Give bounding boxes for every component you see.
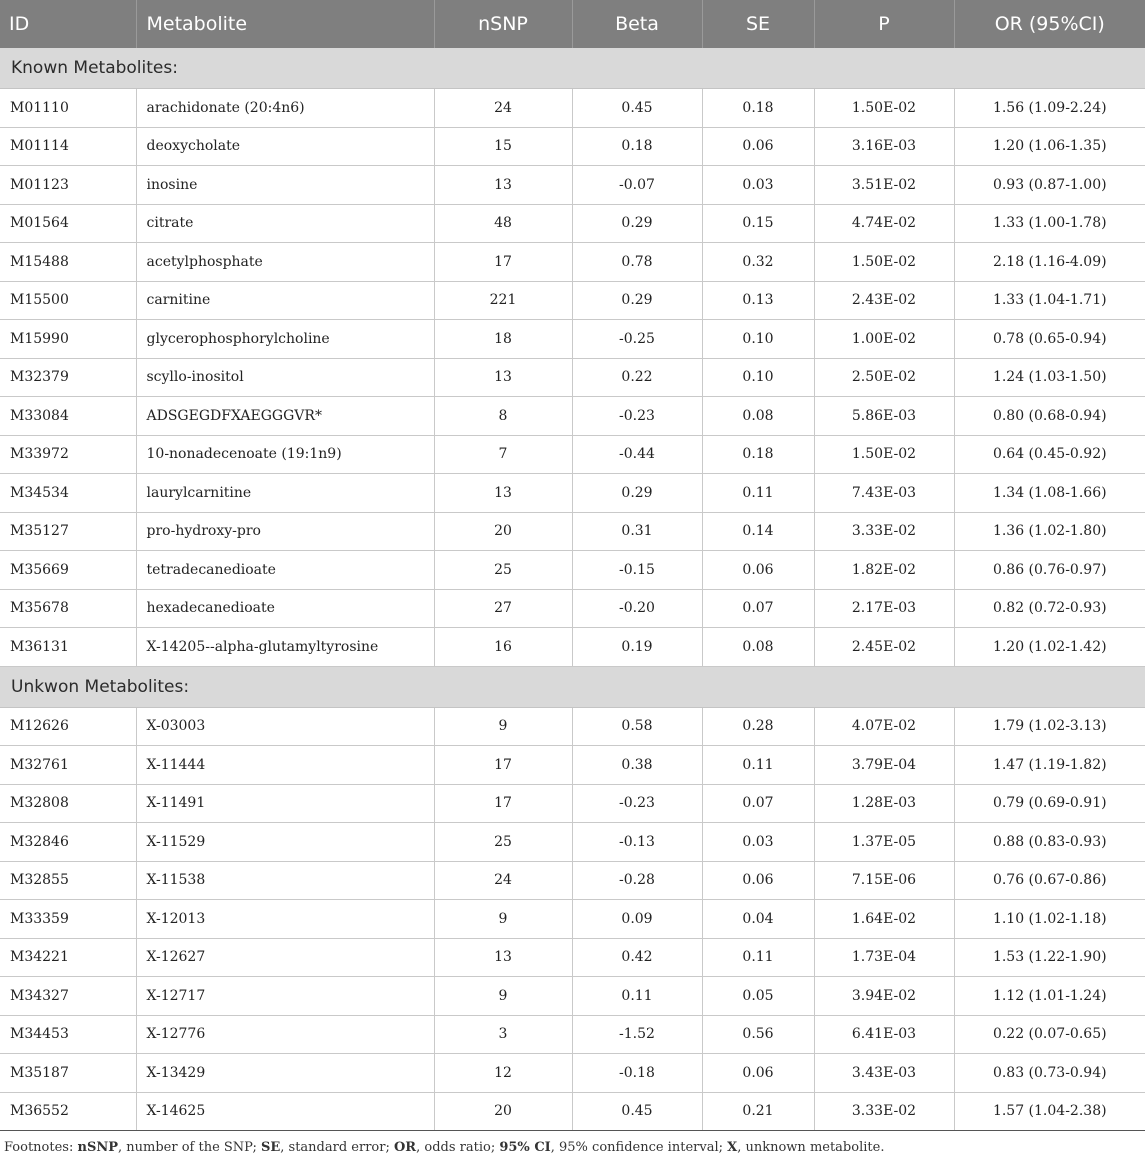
cell-beta: -0.23 (572, 784, 702, 823)
footnote-term: X (727, 1140, 738, 1155)
cell-beta: -0.23 (572, 397, 702, 436)
cell-nsnp: 24 (434, 861, 572, 900)
cell-metabolite: glycerophosphorylcholine (136, 320, 434, 359)
cell-or: 1.20 (1.02-1.42) (954, 628, 1145, 667)
cell-metabolite: carnitine (136, 281, 434, 320)
cell-p: 3.16E-03 (814, 127, 954, 166)
footnote-description: , standard error; (280, 1140, 394, 1155)
cell-p: 1.28E-03 (814, 784, 954, 823)
cell-id: M32808 (0, 784, 136, 823)
cell-metabolite: tetradecanedioate (136, 551, 434, 590)
cell-metabolite: deoxycholate (136, 127, 434, 166)
cell-nsnp: 13 (434, 938, 572, 977)
cell-nsnp: 20 (434, 1092, 572, 1131)
cell-metabolite: X-13429 (136, 1054, 434, 1093)
cell-or: 0.78 (0.65-0.94) (954, 320, 1145, 359)
cell-p: 3.33E-02 (814, 512, 954, 551)
cell-metabolite: laurylcarnitine (136, 474, 434, 513)
cell-or: 1.79 (1.02-3.13) (954, 707, 1145, 746)
column-header-p: P (814, 0, 954, 48)
cell-id: M35678 (0, 589, 136, 628)
cell-id: M36131 (0, 628, 136, 667)
cell-id: M34327 (0, 977, 136, 1016)
table-row (0, 1092, 1145, 1131)
table-row (0, 166, 1145, 205)
footnote-description: , 95% confidence interval; (550, 1140, 728, 1155)
cell-or: 1.34 (1.08-1.66) (954, 474, 1145, 513)
cell-se: 0.10 (702, 358, 814, 397)
table-body (0, 48, 1145, 1131)
cell-nsnp: 27 (434, 589, 572, 628)
cell-nsnp: 13 (434, 358, 572, 397)
cell-metabolite: citrate (136, 204, 434, 243)
cell-id: M15500 (0, 281, 136, 320)
table-row (0, 320, 1145, 359)
table-footnote (0, 1131, 1145, 1155)
cell-beta: 0.31 (572, 512, 702, 551)
cell-id: M33972 (0, 435, 136, 474)
cell-or: 0.64 (0.45-0.92) (954, 435, 1145, 474)
cell-p: 4.74E-02 (814, 204, 954, 243)
cell-nsnp: 7 (434, 435, 572, 474)
table-row (0, 127, 1145, 166)
cell-metabolite: ADSGEGDFXAEGGGVR* (136, 397, 434, 436)
table-row (0, 977, 1145, 1016)
cell-metabolite: acetylphosphate (136, 243, 434, 282)
table-row (0, 823, 1145, 862)
cell-se: 0.08 (702, 397, 814, 436)
cell-beta: 0.19 (572, 628, 702, 667)
cell-nsnp: 9 (434, 900, 572, 939)
footnote-prefix: Footnotes: (4, 1140, 78, 1155)
cell-metabolite: scyllo-inositol (136, 358, 434, 397)
cell-id: M35187 (0, 1054, 136, 1093)
footnote-description: , number of the SNP; (118, 1140, 261, 1155)
cell-p: 1.37E-05 (814, 823, 954, 862)
cell-nsnp: 13 (434, 166, 572, 205)
section-header-row (0, 666, 1145, 707)
table-row (0, 784, 1145, 823)
cell-se: 0.05 (702, 977, 814, 1016)
cell-se: 0.03 (702, 166, 814, 205)
cell-id: M34534 (0, 474, 136, 513)
cell-se: 0.04 (702, 900, 814, 939)
cell-se: 0.10 (702, 320, 814, 359)
cell-or: 1.20 (1.06-1.35) (954, 127, 1145, 166)
cell-metabolite: X-12627 (136, 938, 434, 977)
cell-p: 2.45E-02 (814, 628, 954, 667)
cell-or: 2.18 (1.16-4.09) (954, 243, 1145, 282)
cell-or: 0.93 (0.87-1.00) (954, 166, 1145, 205)
cell-beta: 0.45 (572, 89, 702, 128)
cell-se: 0.18 (702, 435, 814, 474)
cell-nsnp: 16 (434, 628, 572, 667)
cell-se: 0.18 (702, 89, 814, 128)
cell-se: 0.13 (702, 281, 814, 320)
cell-id: M15488 (0, 243, 136, 282)
cell-id: M32855 (0, 861, 136, 900)
cell-or: 0.76 (0.67-0.86) (954, 861, 1145, 900)
cell-beta: 0.22 (572, 358, 702, 397)
cell-or: 1.24 (1.03-1.50) (954, 358, 1145, 397)
cell-beta: -0.07 (572, 166, 702, 205)
cell-beta: -0.25 (572, 320, 702, 359)
section-header-row (0, 48, 1145, 89)
table-row (0, 746, 1145, 785)
cell-beta: 0.78 (572, 243, 702, 282)
cell-nsnp: 3 (434, 1015, 572, 1054)
cell-nsnp: 9 (434, 707, 572, 746)
cell-p: 3.94E-02 (814, 977, 954, 1016)
cell-p: 2.50E-02 (814, 358, 954, 397)
cell-se: 0.14 (702, 512, 814, 551)
cell-p: 1.50E-02 (814, 243, 954, 282)
table-row (0, 1054, 1145, 1093)
cell-id: M01123 (0, 166, 136, 205)
cell-metabolite: X-11538 (136, 861, 434, 900)
cell-se: 0.07 (702, 589, 814, 628)
cell-beta: 0.29 (572, 474, 702, 513)
table-row (0, 474, 1145, 513)
cell-se: 0.15 (702, 204, 814, 243)
cell-metabolite: inosine (136, 166, 434, 205)
cell-nsnp: 17 (434, 243, 572, 282)
cell-id: M34221 (0, 938, 136, 977)
cell-id: M35669 (0, 551, 136, 590)
cell-beta: -0.13 (572, 823, 702, 862)
table-row (0, 861, 1145, 900)
cell-metabolite: X-14205--alpha-glutamyltyrosine (136, 628, 434, 667)
cell-beta: -1.52 (572, 1015, 702, 1054)
cell-id: M32379 (0, 358, 136, 397)
cell-p: 6.41E-03 (814, 1015, 954, 1054)
cell-se: 0.11 (702, 474, 814, 513)
cell-metabolite: X-11491 (136, 784, 434, 823)
cell-id: M32846 (0, 823, 136, 862)
section-title: Known Metabolites: (0, 48, 1145, 89)
cell-beta: -0.18 (572, 1054, 702, 1093)
cell-beta: 0.29 (572, 204, 702, 243)
cell-se: 0.07 (702, 784, 814, 823)
column-header-or: OR (95%CI) (954, 0, 1145, 48)
column-header-beta: Beta (572, 0, 702, 48)
column-header-nsnp: nSNP (434, 0, 572, 48)
footnote-term: OR (393, 1140, 417, 1155)
cell-p: 7.43E-03 (814, 474, 954, 513)
cell-or: 1.57 (1.04-2.38) (954, 1092, 1145, 1131)
cell-se: 0.06 (702, 127, 814, 166)
cell-se: 0.08 (702, 628, 814, 667)
table-row (0, 589, 1145, 628)
cell-or: 1.36 (1.02-1.80) (954, 512, 1145, 551)
footnote-term: 95% CI (499, 1140, 551, 1155)
cell-nsnp: 17 (434, 784, 572, 823)
table-row (0, 281, 1145, 320)
cell-se: 0.11 (702, 746, 814, 785)
table-row (0, 512, 1145, 551)
cell-p: 7.15E-06 (814, 861, 954, 900)
cell-p: 3.43E-03 (814, 1054, 954, 1093)
cell-nsnp: 18 (434, 320, 572, 359)
cell-se: 0.32 (702, 243, 814, 282)
cell-id: M01110 (0, 89, 136, 128)
column-header-se: SE (702, 0, 814, 48)
cell-metabolite: X-14625 (136, 1092, 434, 1131)
cell-or: 1.12 (1.01-1.24) (954, 977, 1145, 1016)
cell-se: 0.03 (702, 823, 814, 862)
cell-p: 1.73E-04 (814, 938, 954, 977)
cell-beta: 0.18 (572, 127, 702, 166)
cell-nsnp: 20 (434, 512, 572, 551)
table-row (0, 628, 1145, 667)
cell-id: M35127 (0, 512, 136, 551)
cell-metabolite: X-12013 (136, 900, 434, 939)
footnote-term: SE (260, 1140, 281, 1155)
column-header-id: ID (0, 0, 136, 48)
cell-or: 0.86 (0.76-0.97) (954, 551, 1145, 590)
cell-or: 1.33 (1.04-1.71) (954, 281, 1145, 320)
cell-beta: 0.45 (572, 1092, 702, 1131)
table-row (0, 435, 1145, 474)
cell-beta: 0.38 (572, 746, 702, 785)
header-row (0, 0, 1145, 48)
cell-p: 5.86E-03 (814, 397, 954, 436)
cell-beta: 0.58 (572, 707, 702, 746)
footnote-description: , unknown metabolite. (737, 1140, 885, 1155)
cell-metabolite: X-03003 (136, 707, 434, 746)
cell-beta: 0.29 (572, 281, 702, 320)
cell-beta: 0.42 (572, 938, 702, 977)
cell-beta: 0.09 (572, 900, 702, 939)
cell-metabolite: arachidonate (20:4n6) (136, 89, 434, 128)
cell-metabolite: pro-hydroxy-pro (136, 512, 434, 551)
cell-nsnp: 17 (434, 746, 572, 785)
cell-p: 1.50E-02 (814, 89, 954, 128)
cell-p: 1.82E-02 (814, 551, 954, 590)
cell-se: 0.28 (702, 707, 814, 746)
cell-id: M01114 (0, 127, 136, 166)
cell-or: 0.83 (0.73-0.94) (954, 1054, 1145, 1093)
cell-or: 1.10 (1.02-1.18) (954, 900, 1145, 939)
cell-id: M32761 (0, 746, 136, 785)
table-row (0, 551, 1145, 590)
cell-nsnp: 24 (434, 89, 572, 128)
cell-p: 3.33E-02 (814, 1092, 954, 1131)
cell-beta: -0.44 (572, 435, 702, 474)
cell-metabolite: X-11529 (136, 823, 434, 862)
column-header-metabolite: Metabolite (136, 0, 434, 48)
cell-nsnp: 13 (434, 474, 572, 513)
cell-se: 0.11 (702, 938, 814, 977)
cell-metabolite: hexadecanedioate (136, 589, 434, 628)
cell-or: 0.79 (0.69-0.91) (954, 784, 1145, 823)
cell-or: 0.82 (0.72-0.93) (954, 589, 1145, 628)
cell-beta: 0.11 (572, 977, 702, 1016)
cell-or: 1.33 (1.00-1.78) (954, 204, 1145, 243)
table-row (0, 89, 1145, 128)
cell-or: 0.80 (0.68-0.94) (954, 397, 1145, 436)
cell-nsnp: 48 (434, 204, 572, 243)
cell-p: 2.43E-02 (814, 281, 954, 320)
cell-se: 0.56 (702, 1015, 814, 1054)
cell-p: 4.07E-02 (814, 707, 954, 746)
cell-beta: -0.28 (572, 861, 702, 900)
footnote-description: , odds ratio; (416, 1140, 500, 1155)
table-row (0, 707, 1145, 746)
cell-nsnp: 25 (434, 551, 572, 590)
table-row (0, 900, 1145, 939)
footnote-term: nSNP (77, 1140, 118, 1155)
cell-p: 3.51E-02 (814, 166, 954, 205)
table-row (0, 938, 1145, 977)
cell-nsnp: 12 (434, 1054, 572, 1093)
table-row (0, 243, 1145, 282)
cell-metabolite: X-12717 (136, 977, 434, 1016)
cell-nsnp: 15 (434, 127, 572, 166)
cell-nsnp: 9 (434, 977, 572, 1016)
cell-id: M33084 (0, 397, 136, 436)
cell-p: 1.50E-02 (814, 435, 954, 474)
cell-or: 0.88 (0.83-0.93) (954, 823, 1145, 862)
cell-or: 1.56 (1.09-2.24) (954, 89, 1145, 128)
cell-id: M33359 (0, 900, 136, 939)
cell-or: 1.47 (1.19-1.82) (954, 746, 1145, 785)
cell-p: 1.64E-02 (814, 900, 954, 939)
cell-or: 0.22 (0.07-0.65) (954, 1015, 1145, 1054)
cell-metabolite: 10-nonadecenoate (19:1n9) (136, 435, 434, 474)
cell-id: M12626 (0, 707, 136, 746)
cell-id: M34453 (0, 1015, 136, 1054)
cell-se: 0.21 (702, 1092, 814, 1131)
table-row (0, 1015, 1145, 1054)
cell-se: 0.06 (702, 861, 814, 900)
cell-se: 0.06 (702, 1054, 814, 1093)
cell-nsnp: 221 (434, 281, 572, 320)
cell-beta: -0.20 (572, 589, 702, 628)
cell-id: M01564 (0, 204, 136, 243)
cell-p: 2.17E-03 (814, 589, 954, 628)
cell-nsnp: 8 (434, 397, 572, 436)
cell-p: 3.79E-04 (814, 746, 954, 785)
table-row (0, 397, 1145, 436)
cell-metabolite: X-11444 (136, 746, 434, 785)
cell-id: M36552 (0, 1092, 136, 1131)
cell-id: M15990 (0, 320, 136, 359)
cell-beta: -0.15 (572, 551, 702, 590)
cell-se: 0.06 (702, 551, 814, 590)
table-row (0, 204, 1145, 243)
cell-or: 1.53 (1.22-1.90) (954, 938, 1145, 977)
section-title: Unkwon Metabolites: (0, 666, 1145, 707)
cell-metabolite: X-12776 (136, 1015, 434, 1054)
cell-p: 1.00E-02 (814, 320, 954, 359)
table-row (0, 358, 1145, 397)
cell-nsnp: 25 (434, 823, 572, 862)
